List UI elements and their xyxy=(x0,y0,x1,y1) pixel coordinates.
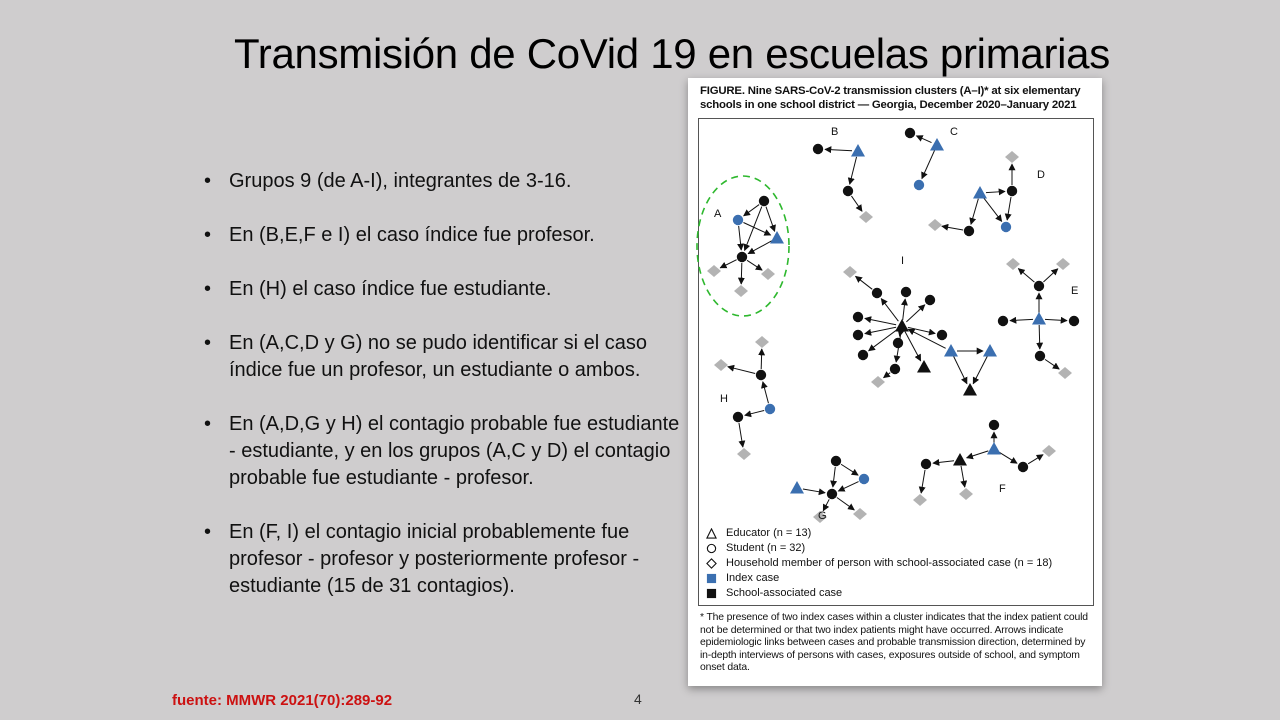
blue-square-icon xyxy=(706,573,717,584)
cluster-label-g: G xyxy=(818,510,827,522)
transmission-arrow xyxy=(954,356,967,383)
source-citation: fuente: MMWR 2021(70):289-92 xyxy=(172,692,393,709)
transmission-arrow xyxy=(865,318,896,324)
household-node xyxy=(714,359,728,371)
transmission-arrow xyxy=(728,367,755,374)
legend-label: Student (n = 32) xyxy=(726,542,806,554)
bullet-item: • En (F, I) el contagio inicial probablemente fue profesor - profesor y posteriormente profesor - estudiante (15 de 31 contagios). xyxy=(204,519,684,600)
figure-title: FIGURE. Nine SARS-CoV-2 transmission clusters (A–I)* at six elementary schools in one school district — Georgia, December 2020–January 2021 xyxy=(700,85,1081,111)
cluster-label-h: H xyxy=(720,393,728,405)
household-node xyxy=(737,448,751,460)
transmission-arrow xyxy=(748,241,772,254)
legend-item xyxy=(704,541,1084,556)
transmission-arrow xyxy=(903,299,905,320)
household-node xyxy=(913,494,927,506)
transmission-arrow xyxy=(971,199,978,225)
household-node xyxy=(843,266,857,278)
transmission-arrow xyxy=(741,263,742,284)
cluster-label-e: E xyxy=(1071,285,1079,297)
transmission-arrow xyxy=(761,349,762,369)
student-node xyxy=(925,295,935,305)
legend-label: School-associated case xyxy=(726,587,843,599)
transmission-arrow xyxy=(881,299,898,322)
legend-item xyxy=(704,571,1084,586)
transmission-arrow xyxy=(838,482,858,491)
transmission-arrow xyxy=(973,356,987,383)
legend-label: Household member of person with school-associated case (n = 18) xyxy=(726,557,1053,569)
household-node xyxy=(734,285,748,297)
legend-item xyxy=(704,556,1084,571)
household-node xyxy=(1056,258,1070,270)
transmission-arrow xyxy=(984,198,1002,222)
student-node xyxy=(1034,281,1044,291)
student-node xyxy=(827,489,837,499)
household-node xyxy=(928,219,942,231)
student-node xyxy=(853,330,863,340)
student-node xyxy=(858,350,868,360)
transmission-arrow xyxy=(1007,197,1011,220)
transmission-arrow xyxy=(869,330,898,351)
transmission-arrow xyxy=(916,136,931,143)
transmission-arrow xyxy=(837,497,854,509)
educator-node xyxy=(790,481,804,494)
cluster-label-b: B xyxy=(831,126,839,138)
student-node xyxy=(989,420,999,430)
educator-node xyxy=(973,186,987,199)
transmission-arrow xyxy=(884,373,891,378)
student-node xyxy=(937,330,947,340)
bullet-item: • En (A,D,G y H) el contagio probable fue estudiante - estudiante, y en los grupos (A,C y D) el contagio probable fue estudiante - profesor. xyxy=(204,411,684,492)
student-node xyxy=(1069,316,1079,326)
transmission-arrow xyxy=(905,331,921,361)
student-node xyxy=(813,144,823,154)
household-node xyxy=(853,508,867,520)
educator-node xyxy=(917,360,931,373)
transmission-arrow xyxy=(720,260,736,268)
student-node xyxy=(905,128,915,138)
student-node xyxy=(733,215,743,225)
figure-legend xyxy=(704,526,1084,601)
cluster-label-d: D xyxy=(1037,169,1045,181)
student-node xyxy=(914,180,924,190)
black-square-icon xyxy=(706,588,717,599)
educator-node xyxy=(770,231,784,244)
transmission-arrow xyxy=(739,423,743,447)
household-node xyxy=(761,268,775,280)
educator-node xyxy=(983,344,997,357)
student-node xyxy=(756,370,766,380)
transmission-arrow xyxy=(841,464,858,475)
transmission-arrow xyxy=(906,305,924,322)
transmission-arrow xyxy=(908,327,935,333)
student-node xyxy=(859,474,869,484)
educator-node xyxy=(963,383,977,396)
cluster-label-c: C xyxy=(950,126,958,138)
student-node xyxy=(733,412,743,422)
cluster-label-i: I xyxy=(901,255,905,267)
triangle-outline-icon xyxy=(706,528,717,539)
figure-footnote: * The presence of two index cases within a cluster indicates that the index patient could not be determined or that two index patients might have occurred. Arrows indicate epidemiologic links between cases and probable transmission direction, determined by in-depth interviews of persons with cases, exposures outside of school, and symptom onset data. xyxy=(700,612,1088,674)
cluster-label-a: A xyxy=(714,208,722,220)
legend-label: Index case xyxy=(726,572,780,584)
transmission-arrow xyxy=(825,149,852,150)
transmission-arrow xyxy=(856,276,873,289)
transmission-arrow xyxy=(1028,455,1043,464)
legend-item xyxy=(704,526,1084,541)
page-number: 4 xyxy=(634,691,642,707)
student-node xyxy=(759,196,769,206)
transmission-arrow xyxy=(833,467,835,487)
student-node xyxy=(998,316,1008,326)
student-node xyxy=(853,312,863,322)
educator-node xyxy=(953,453,967,466)
transmission-arrow xyxy=(933,461,954,463)
cluster-label-f: F xyxy=(999,483,1006,495)
transmission-arrow xyxy=(745,410,764,415)
legend-label: Educator (n = 13) xyxy=(726,527,812,539)
household-node xyxy=(871,376,885,388)
student-node xyxy=(1001,222,1011,232)
diamond-outline-icon xyxy=(706,558,717,569)
household-node xyxy=(1005,151,1019,163)
transmission-arrow xyxy=(1045,359,1059,369)
bullet-item: • En (B,E,F e I) el caso índice fue profesor. xyxy=(204,222,684,249)
bullet-item: • En (H) el caso índice fue estudiante. xyxy=(204,276,684,303)
transmission-arrow xyxy=(865,327,896,333)
educator-node xyxy=(930,138,944,151)
educator-node xyxy=(851,144,865,157)
transmission-arrow xyxy=(1018,269,1034,283)
transmission-arrow xyxy=(1045,319,1067,320)
household-node xyxy=(859,211,873,223)
student-node xyxy=(964,226,974,236)
transmission-arrow xyxy=(942,226,963,230)
transmission-arrow xyxy=(766,207,775,232)
bullet-item: • Grupos 9 (de A-I), integrantes de 3-16. xyxy=(204,168,684,195)
transmission-arrow xyxy=(986,191,1005,192)
student-node xyxy=(1018,462,1028,472)
household-node xyxy=(755,336,769,348)
legend-item xyxy=(704,586,1084,601)
transmission-arrow xyxy=(747,260,762,270)
household-node xyxy=(1042,445,1056,457)
circle-outline-icon xyxy=(706,543,717,554)
transmission-arrow xyxy=(850,157,857,184)
bullet-item: • En (A,C,D y G) no se pudo identificar si el caso índice fue un profesor, un estudiante o ambos. xyxy=(204,330,684,384)
transmission-arrow xyxy=(744,205,760,216)
transmission-arrow xyxy=(922,150,935,178)
student-node xyxy=(901,287,911,297)
educator-node xyxy=(987,442,1001,455)
mmwr-figure xyxy=(688,78,1102,686)
student-node xyxy=(737,252,747,262)
household-node xyxy=(707,265,721,277)
transmission-arrow xyxy=(1039,325,1040,349)
transmission-arrow xyxy=(739,226,742,250)
transmission-arrow xyxy=(967,451,989,458)
student-node xyxy=(872,288,882,298)
transmission-arrow xyxy=(999,452,1017,463)
educator-node xyxy=(944,344,958,357)
student-node xyxy=(765,404,775,414)
transmission-arrow xyxy=(803,489,825,493)
transmission-arrow xyxy=(851,196,862,211)
student-node xyxy=(843,186,853,196)
student-node xyxy=(1007,186,1017,196)
transmission-arrow xyxy=(1043,269,1057,282)
educator-node xyxy=(1032,312,1046,325)
student-node xyxy=(921,459,931,469)
transmission-arrow xyxy=(743,223,770,236)
household-node xyxy=(1006,258,1020,270)
bullet-list xyxy=(204,168,684,627)
student-node xyxy=(1035,351,1045,361)
transmission-arrow xyxy=(763,382,769,403)
transmission-arrow xyxy=(921,470,925,493)
student-node xyxy=(893,338,903,348)
slide-title: Transmisión de CoVid 19 en escuelas primarias xyxy=(234,30,1110,77)
household-node xyxy=(959,488,973,500)
household-node xyxy=(1058,367,1072,379)
transmission-arrow xyxy=(961,466,965,487)
transmission-arrow xyxy=(1010,319,1033,320)
student-node xyxy=(831,456,841,466)
student-node xyxy=(890,364,900,374)
